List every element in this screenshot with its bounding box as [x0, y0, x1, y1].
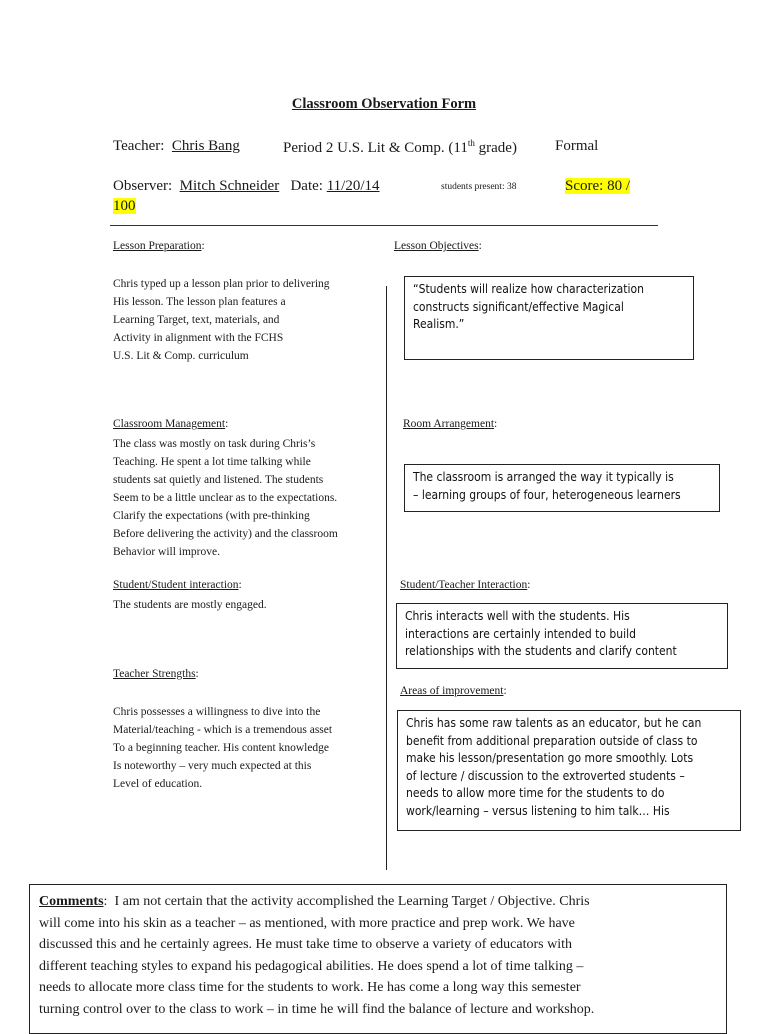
- classroom-management-label: Classroom Management: [113, 418, 226, 430]
- classroom-management-heading: Classroom Management:: [113, 418, 229, 430]
- lesson-objectives-label: Lesson Objectives: [394, 240, 479, 252]
- lesson-preparation-label: Lesson Preparation: [113, 240, 202, 252]
- student-teacher-box: Chris interacts well with the students. His interactions are certainly intended to build relationships with the students and clarify content: [396, 603, 728, 669]
- teacher-strengths-text: Chris possesses a willingness to dive into the Material/teaching - which is a tremendous asset To a beginning teacher. His content knowledge Is noteworthy – very much expected at this Level of education.: [113, 706, 333, 790]
- student-student-text: The students are mostly engaged.: [113, 599, 267, 611]
- student-student-label: Student/Student interaction: [113, 579, 239, 591]
- student-teacher-label: Student/Teacher Interaction: [400, 579, 528, 591]
- student-teacher-heading: Student/Teacher Interaction:: [400, 579, 531, 591]
- lesson-preparation-heading: Lesson Preparation:: [113, 240, 205, 252]
- period-sup: th: [467, 138, 475, 148]
- teacher-strengths-heading: Teacher Strengths:: [113, 668, 199, 680]
- score-line2: [113, 198, 136, 215]
- areas-of-improvement-label: Areas of improvement: [400, 685, 504, 697]
- teacher-label: Teacher:: [113, 138, 165, 154]
- header-divider: [110, 225, 658, 226]
- room-arrangement-box: The classroom is arranged the way it typically is – learning groups of four, heterogeneous learners: [404, 464, 720, 512]
- observation-type: Formal: [555, 138, 599, 154]
- comments-text: I am not certain that the activity accomplished the Learning Target / Objective. Chris will come into his skin as a teacher – as mentioned, with more practice and prep work. We have discussed this and he certainly agrees. He must take time to observe a variety of educators with different teaching styles to expand his pedagogical abilities. He does spend a lot of time talking – needs to allocate more class time for the students to work. He has come a long way this semester turning control over to the class to work – in time he will find the balance of lecture and workshop.: [39, 894, 595, 1017]
- date-value: 11/20/14: [326, 178, 380, 194]
- date-label: Date:: [290, 178, 323, 194]
- column-divider: [386, 286, 387, 870]
- score-text: Score: 80 /: [565, 178, 630, 194]
- areas-of-improvement-box: Chris has some raw talents as an educator, but he can benefit from additional preparation outside of class to make his lesson/presentation go more smoothly. Lots of lecture / discussion to the extroverted students – needs to allow more time for the students to do work/learning – versus listening to him talk… His: [397, 710, 741, 831]
- period-suffix: grade): [474, 140, 517, 156]
- areas-of-improvement-heading: Areas of improvement:: [400, 685, 507, 697]
- observer-label: Observer:: [113, 178, 173, 194]
- student-student-heading: Student/Student interaction:: [113, 579, 242, 591]
- students-present: students present: 38: [441, 182, 517, 192]
- lesson-objectives-heading: Lesson Objectives:: [394, 240, 482, 252]
- comments-label: Comments: [39, 894, 104, 909]
- teacher-name: Chris Bang: [171, 138, 240, 154]
- comments-box: Comments: I am not certain that the activity accomplished the Learning Target / Objective. Chris will come into his skin as a teacher – as mentioned, with more practice and prep work. We have discussed this and he certainly agrees. He must take time to observe a variety of educators with different teaching styles to expand his pedagogical abilities. He does spend a lot of time talking – needs to allocate more class time for the students to work. He has come a long way this semester turning control over to the class to work – in time he will find the balance of lecture and workshop.: [29, 884, 727, 1034]
- lesson-preparation-text: Chris typed up a lesson plan prior to delivering His lesson. The lesson plan features a Learning Target, text, materials, and Activity in alignment with the FCHS U.S. Lit & Comp. curriculum: [113, 278, 330, 362]
- form-title: Classroom Observation Form: [291, 96, 477, 112]
- observer-line: [113, 178, 379, 195]
- teacher-strengths-label: Teacher Strengths: [113, 668, 196, 680]
- score-value: 100: [113, 198, 136, 214]
- room-arrangement-label: Room Arrangement: [403, 418, 495, 430]
- period-info: [283, 138, 517, 157]
- classroom-management-text: The class was mostly on task during Chris’s Teaching. He spent a lot time talking while students sat quietly and listened. The students Seem to be a little unclear as to the expectations. Clarify the expectations (with pre-thinking Before delivering the activity) and the classroom Behavior will improve.: [113, 438, 338, 558]
- room-arrangement-heading: Room Arrangement:: [403, 418, 498, 430]
- score-line1: [565, 178, 630, 195]
- lesson-objectives-box: “Students will realize how characterization constructs significant/effective Magical Realism.”: [404, 276, 694, 360]
- period-prefix: Period 2 U.S. Lit & Comp. (11: [283, 140, 468, 156]
- teacher-line: [113, 138, 240, 155]
- observer-name: Mitch Schneider: [179, 178, 280, 194]
